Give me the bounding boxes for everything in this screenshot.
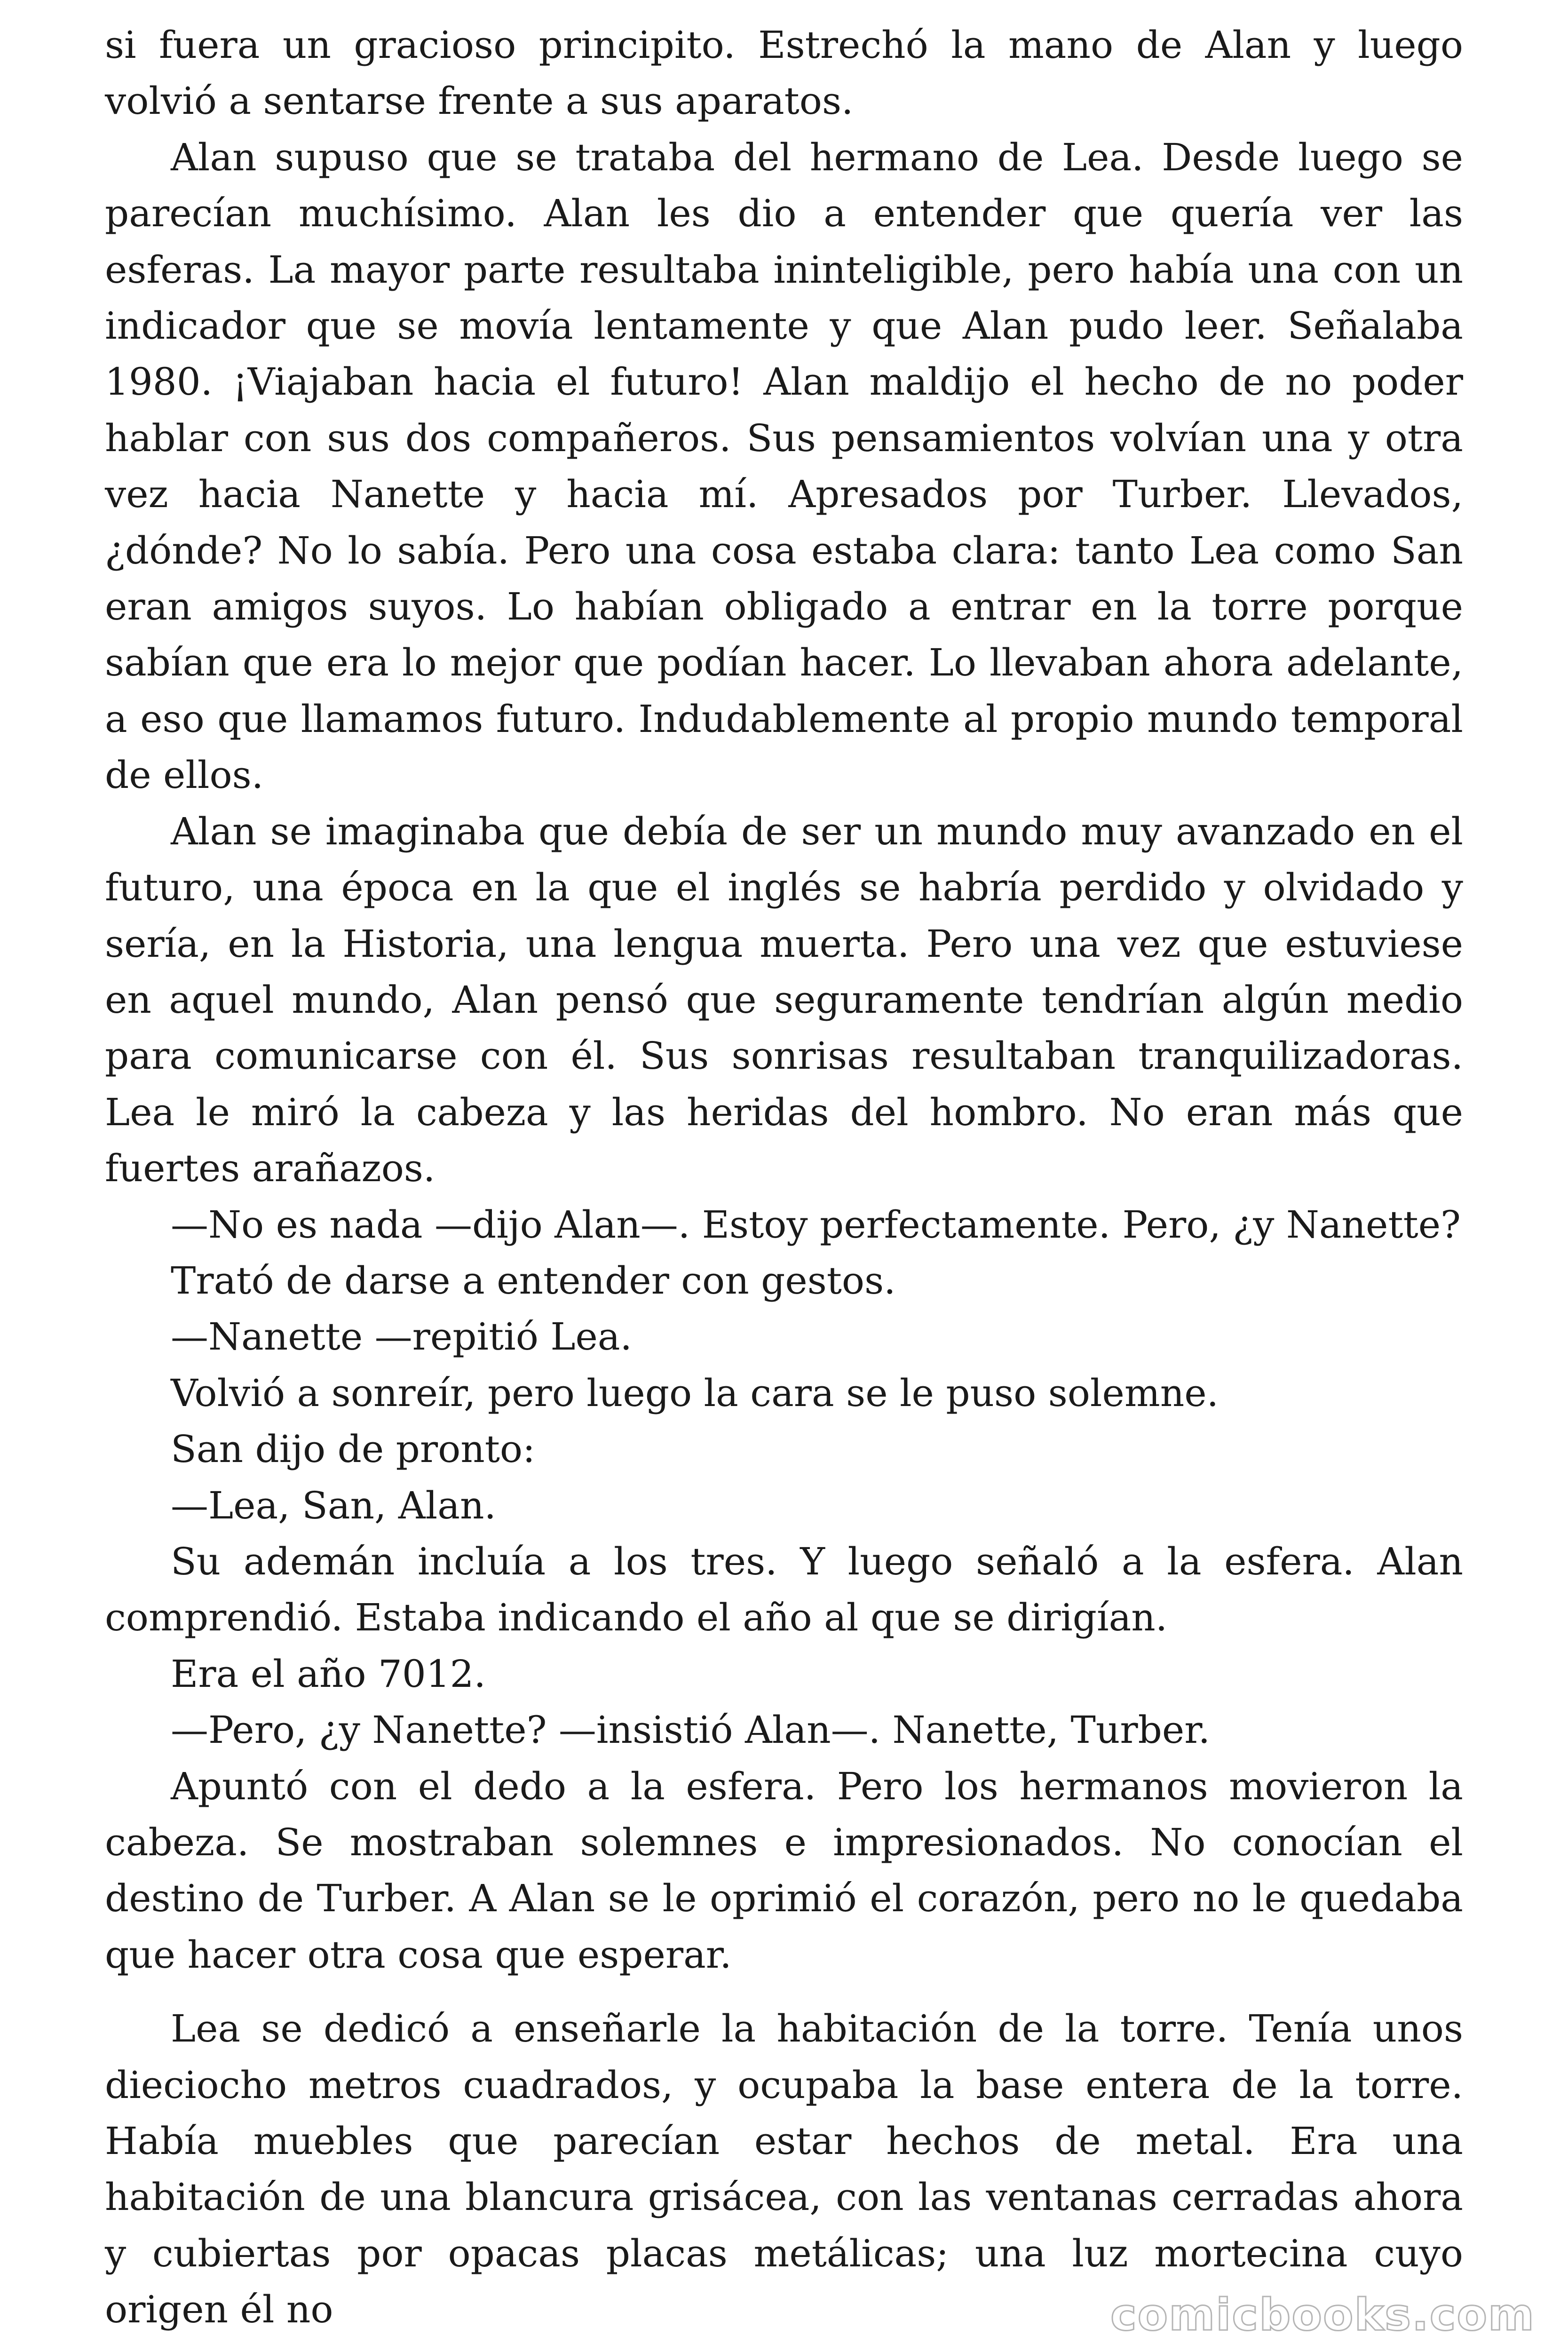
paragraph-14: Lea se dedicó a enseñarle la habitación de la torre. Tenía unos dieciocho metros cuadrados, y ocupaba la base entera de la torre. Había muebles que parecían estar hechos de metal. Era una habitación de una blancura grisácea, con las ventanas cerradas ahora y cubiertas por opacas placas metálicas; una luz mortecina cuyo origen él no bbox=[105, 2007, 1463, 2332]
paragraph-12: —Pero, ¿y Nanette? —insistió Alan—. Nanette, Turber. bbox=[171, 1708, 1211, 1752]
paragraph-2: Alan supuso que se trataba del hermano de Lea. Desde luego se parecían muchísimo. Alan les dio a entender que quería ver las esferas. La mayor parte resultaba ininteligible, pero había una con un indicador que se movía lentamente y que Alan pudo leer. Señalaba 1980. ¡Viajaban hacia el futuro! Alan maldijo el hecho de no poder hablar con sus dos compañeros. Sus pensamientos volvían una y otra vez hacia Nanette y hacia mí. Apresados por Turber. Llevados, ¿dónde? No lo sabía. Pero una cosa estaba clara: tanto Lea como San eran amigos suyos. Lo habían obligado a entrar en la torre porque sabían que era lo mejor que podían hacer. Lo llevaban ahora adelante, a eso que llamamos futuro. Indudablemente al propio mundo temporal de ellos. bbox=[105, 135, 1463, 797]
paragraph-5: Trató de darse a entender con gestos. bbox=[171, 1258, 896, 1303]
paragraph-13: Apuntó con el dedo a la esfera. Pero los hermanos movieron la cabeza. Se mostraban solemnes e impresionados. No conocían el destino de Turber. A Alan se le oprimió el corazón, pero no le quedaba que hacer otra cosa que esperar. bbox=[105, 1764, 1463, 1977]
paragraph-7: Volvió a sonreír, pero luego la cara se le puso solemne. bbox=[171, 1371, 1219, 1415]
paragraph-11: Era el año 7012. bbox=[171, 1652, 486, 1696]
paragraph-6: —Nanette —repitió Lea. bbox=[171, 1315, 632, 1359]
paragraph-4: —No es nada —dijo Alan—. Estoy perfectamente. Pero, ¿y Nanette? bbox=[171, 1202, 1461, 1247]
paragraph-9: —Lea, San, Alan. bbox=[171, 1483, 496, 1527]
paragraph-10: Su ademán incluía a los tres. Y luego señaló a la esfera. Alan comprendió. Estaba indicando el año al que se dirigían. bbox=[105, 1539, 1463, 1640]
paragraph-3: Alan se imaginaba que debía de ser un mundo muy avanzado en el futuro, una época en la que el inglés se habría perdido y olvidado y sería, en la Historia, una lengua muerta. Pero una vez que estuviese en aquel mundo, Alan pensó que seguramente tendrían algún medio para comunicarse con él. Sus sonrisas resultaban tranquilizadoras. Lea le miró la cabeza y las heridas del hombro. No eran más que fuertes arañazos. bbox=[105, 809, 1463, 1191]
paragraph-1: si fuera un gracioso principito. Estrechó la mano de Alan y luego volvió a sentarse frente a sus aparatos. bbox=[105, 23, 1463, 123]
watermark-logo: comicbooks.com bbox=[1110, 2289, 1535, 2341]
paragraph-8: San dijo de pronto: bbox=[171, 1427, 536, 1471]
book-page-text bbox=[105, 17, 1463, 2338]
